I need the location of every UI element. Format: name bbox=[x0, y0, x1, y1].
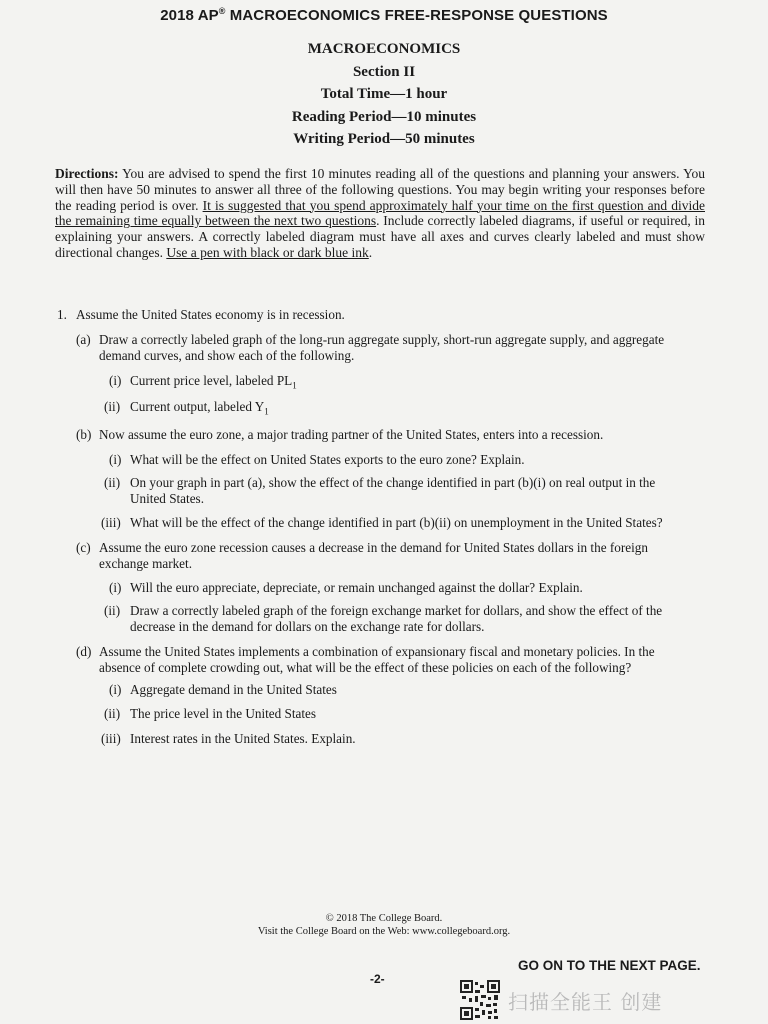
part-b-label: (b) bbox=[76, 427, 92, 442]
part-b-ii-text-2: United States. bbox=[130, 491, 204, 506]
section-title-block bbox=[0, 38, 768, 151]
part-a-text-2: demand curves, and show each of the following. bbox=[99, 348, 355, 363]
part-a-text-1: Draw a correctly labeled graph of the long-run aggregate supply, short-run aggregate supply, and aggregate bbox=[99, 332, 665, 347]
question-1-number: 1. bbox=[57, 307, 67, 322]
footer-copyright-block bbox=[0, 912, 768, 938]
part-a-i-subscript: 1 bbox=[292, 380, 297, 391]
part-d-i-text: Aggregate demand in the United States bbox=[130, 682, 337, 697]
part-b-text: Now assume the euro zone, a major trading partner of the United States, enters into a recession. bbox=[99, 427, 604, 442]
part-c-ii-text-1: Draw a correctly labeled graph of the foreign exchange market for dollars, and show the effect of the bbox=[130, 603, 663, 618]
directions-text-1: You are advised to spend the first 10 minutes reading all of the questions and planning your answers. You will then have 50 minutes to answer all three of the following questions. You may begin writing your responses before the reading period is over. bbox=[55, 166, 705, 213]
part-b-i-label: (i) bbox=[109, 452, 122, 467]
qr-code-icon bbox=[460, 980, 500, 1020]
part-a-ii-item bbox=[130, 399, 269, 420]
directions-underline-2: Use a pen with black or dark blue ink bbox=[166, 244, 369, 260]
part-d-text-1: Assume the United States implements a combination of expansionary fiscal and monetary policies. In the bbox=[99, 644, 655, 659]
total-time: Total Time—1 hour bbox=[320, 86, 448, 102]
part-b-iii-text: What will be the effect of the change identified in part (b)(ii) on unemployment in the United States? bbox=[130, 515, 663, 530]
part-a-i-item bbox=[130, 373, 297, 394]
part-c-text-2: exchange market. bbox=[99, 556, 192, 571]
scanner-watermark: 扫描全能王 创建 bbox=[508, 990, 663, 1014]
part-c-ii-label: (ii) bbox=[104, 603, 121, 618]
part-c-i-text: Will the euro appreciate, depreciate, or remain unchanged against the dollar? Explain. bbox=[130, 580, 583, 595]
part-d-iii-label: (iii) bbox=[101, 731, 121, 746]
part-c-text-1: Assume the euro zone recession causes a decrease in the demand for United States dollars in the foreign bbox=[99, 540, 648, 555]
part-b-ii-text-1: On your graph in part (a), show the effect of the change identified in part (b)(i) on real output in the bbox=[130, 475, 656, 490]
part-a-ii-label: (ii) bbox=[104, 399, 121, 414]
part-d-iii-text: Interest rates in the United States. Explain. bbox=[130, 731, 356, 746]
directions-label: Directions: bbox=[55, 166, 119, 181]
page-header bbox=[0, 6, 768, 24]
part-a-i-text: Current price level, labeled PL bbox=[130, 373, 293, 388]
question-1-stem: Assume the United States economy is in recession. bbox=[76, 307, 345, 322]
go-on-next-page: GO ON TO THE NEXT PAGE. bbox=[518, 958, 701, 973]
copyright-line: © 2018 The College Board. bbox=[325, 913, 443, 924]
part-c-ii-text-2: decrease in the demand for dollars on the exchange rate for dollars. bbox=[130, 619, 485, 634]
part-d-ii-label: (ii) bbox=[104, 706, 121, 721]
section-label: Section II bbox=[352, 63, 416, 80]
directions-underline-1: It is suggested that you spend approximately half your time on the first question and divide the remaining time equally between the next two questions bbox=[55, 197, 705, 229]
subject-title: MACROECONOMICS bbox=[307, 41, 461, 57]
header-suffix: MACROECONOMICS FREE-RESPONSE QUESTIONS bbox=[225, 7, 608, 24]
part-d-i-label: (i) bbox=[109, 682, 122, 697]
part-a-i-label: (i) bbox=[109, 373, 122, 388]
part-c-label: (c) bbox=[76, 540, 91, 555]
part-b-i-text: What will be the effect on United States exports to the euro zone? Explain. bbox=[130, 452, 525, 467]
part-a-ii-subscript: 1 bbox=[264, 406, 269, 417]
writing-period: Writing Period—50 minutes bbox=[293, 131, 475, 147]
visit-website-line: Visit the College Board on the Web: www.collegeboard.org. bbox=[257, 926, 511, 937]
directions-text-2: . Include correctly labeled diagrams, if useful or required, in explaining your answers. A correctly labeled diagram must have all axes and curves clearly labeled and must show directional changes. bbox=[55, 213, 705, 260]
part-a-label: (a) bbox=[76, 332, 91, 347]
part-a-ii-text: Current output, labeled Y bbox=[130, 399, 265, 414]
directions-paragraph bbox=[55, 166, 705, 261]
page-number: -2- bbox=[370, 972, 385, 986]
part-d-label: (d) bbox=[76, 644, 92, 659]
part-d-text-2: absence of complete crowding out, what will be the effect of these policies on each of the following? bbox=[99, 660, 632, 675]
part-b-iii-label: (iii) bbox=[101, 515, 121, 530]
header-prefix: 2018 AP bbox=[160, 7, 219, 24]
directions-text-3: . bbox=[368, 244, 373, 260]
part-b-ii-label: (ii) bbox=[104, 475, 121, 490]
part-d-ii-text: The price level in the United States bbox=[130, 706, 317, 721]
registered-mark: ® bbox=[218, 6, 226, 16]
reading-period: Reading Period—10 minutes bbox=[291, 108, 477, 125]
part-c-i-label: (i) bbox=[109, 580, 122, 595]
